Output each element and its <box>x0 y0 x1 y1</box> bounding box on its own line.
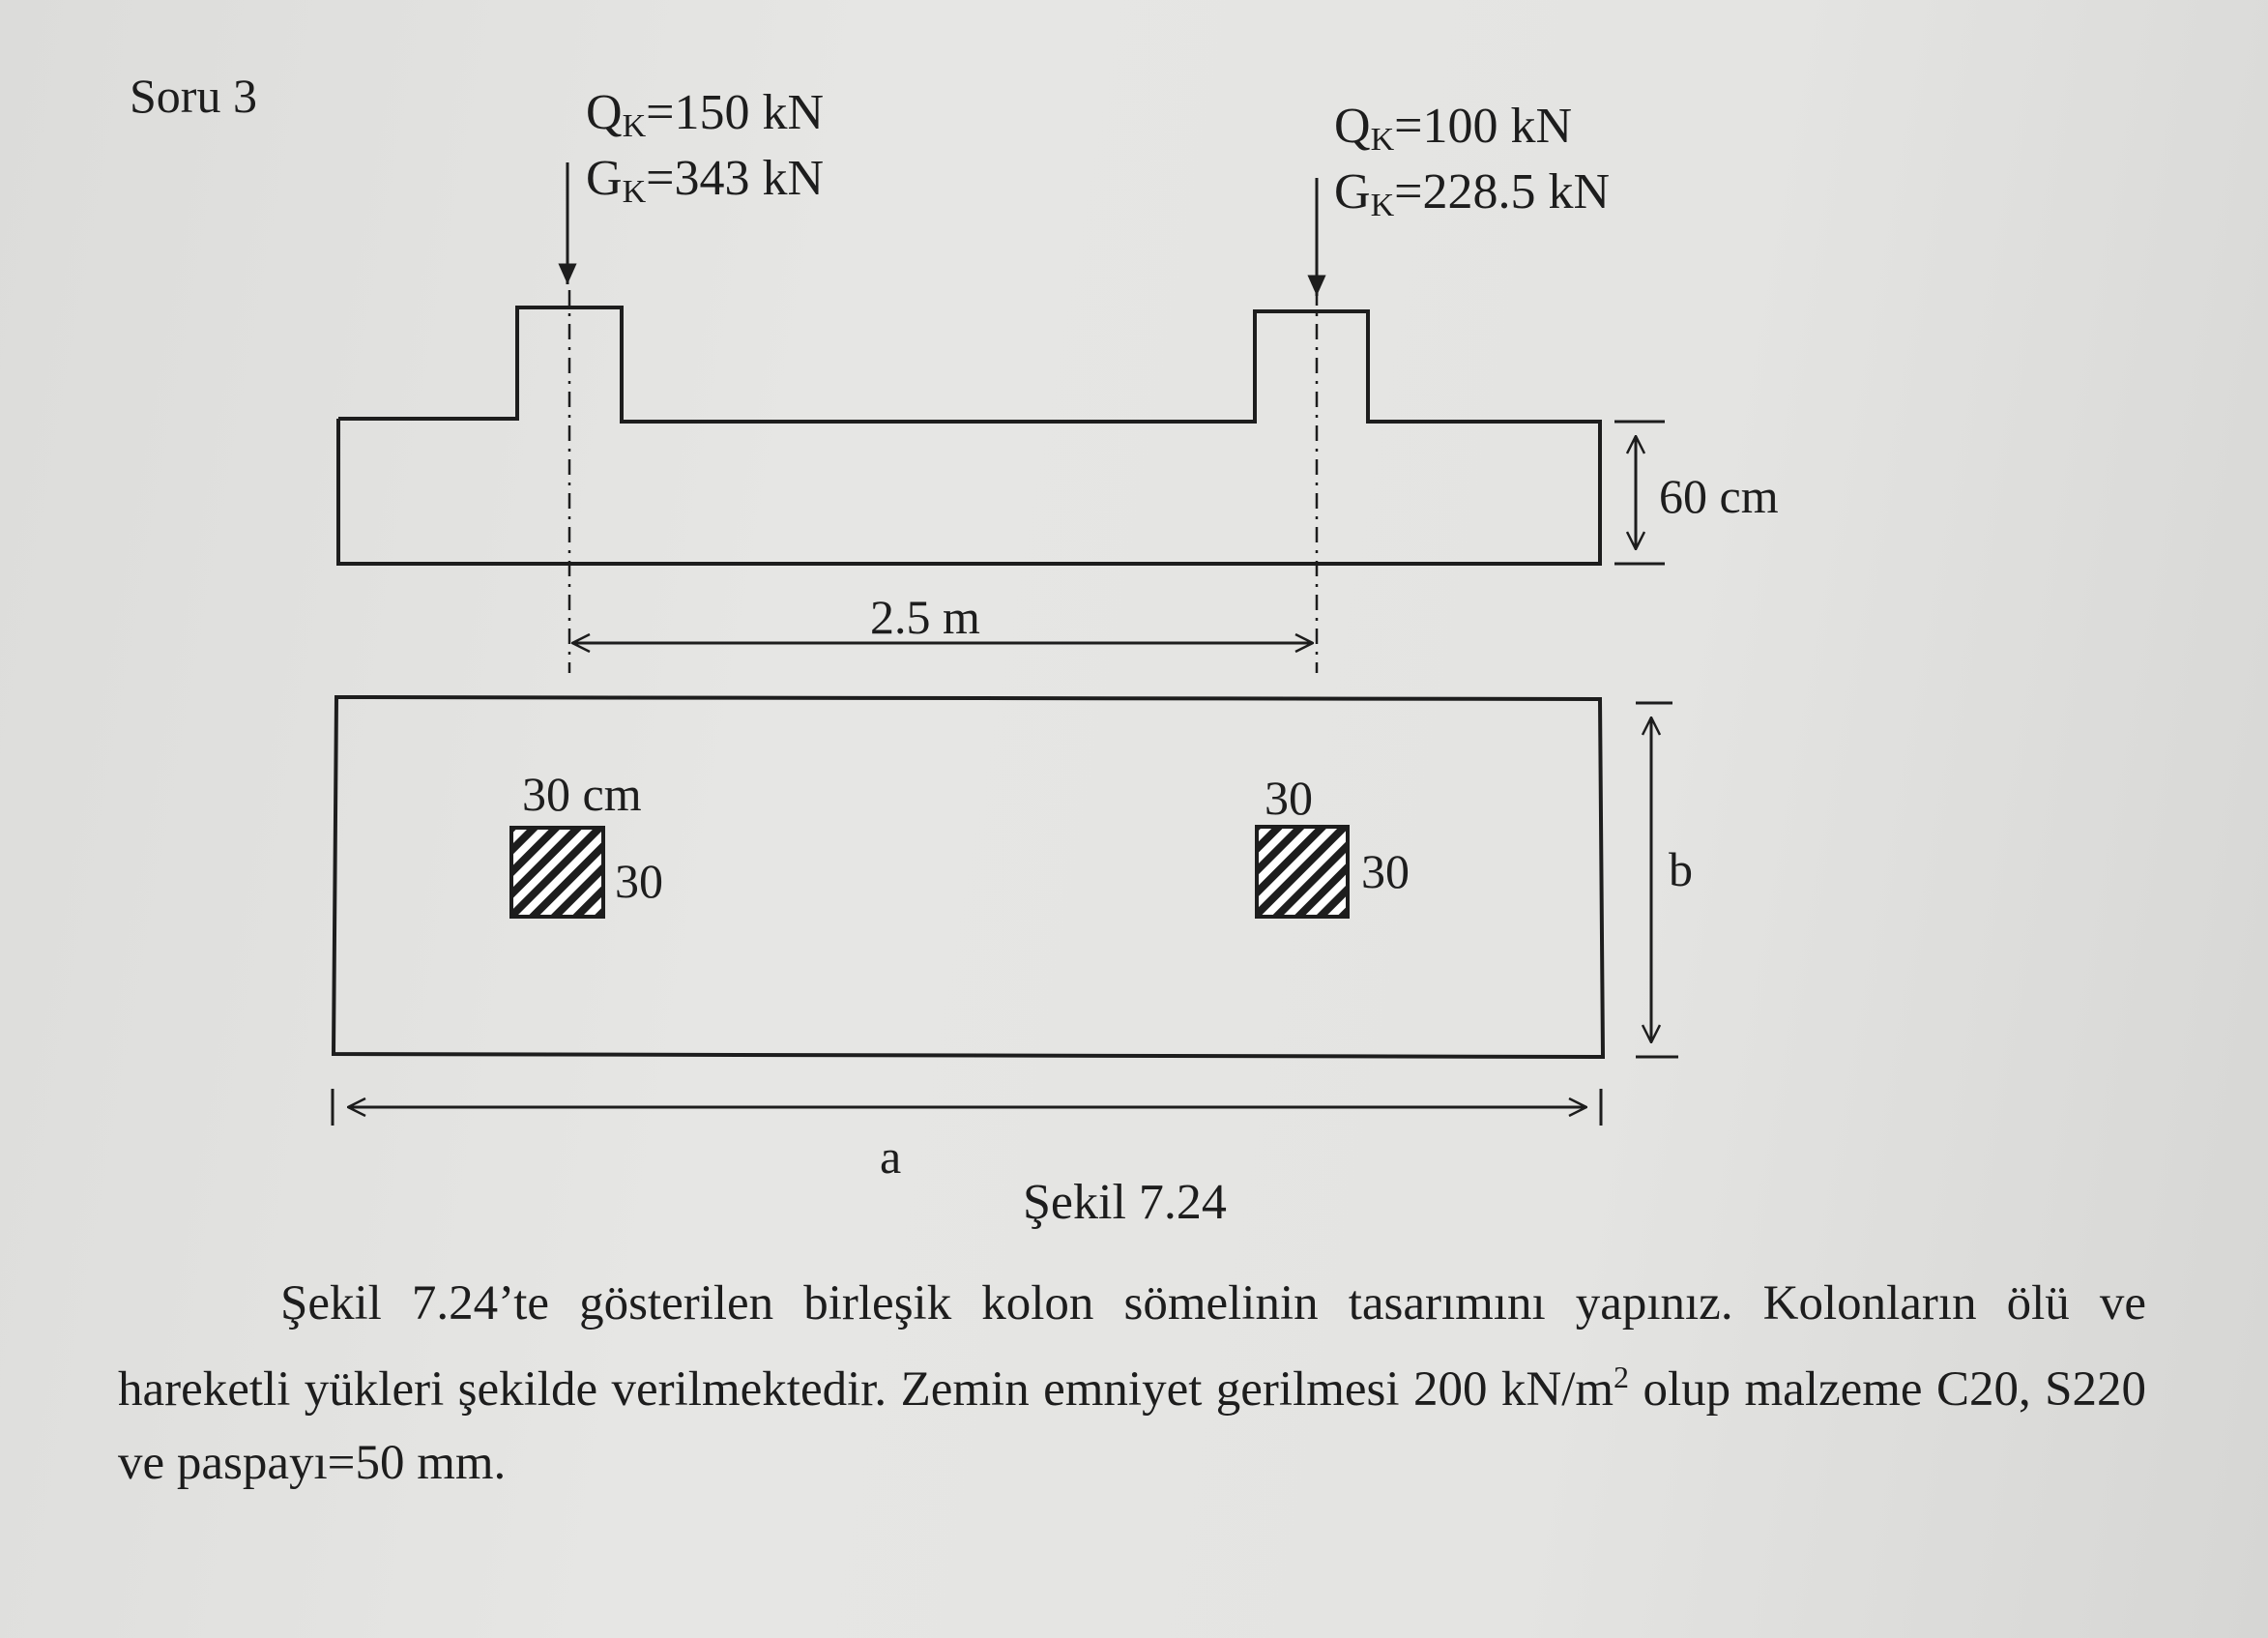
length-label: a <box>880 1129 902 1184</box>
right-column-width-label: 30 <box>1265 771 1313 825</box>
left-column-width-label: 30 cm <box>522 767 642 821</box>
spacing-label: 2.5 m <box>870 590 980 644</box>
right-live-load: QK=100 kN <box>1334 99 1573 158</box>
figure-caption: Şekil 7.24 <box>1023 1175 1227 1230</box>
left-dead-load: GK=343 kN <box>586 151 825 210</box>
right-column-depth-label: 30 <box>1361 844 1410 898</box>
question-text: Şekil 7.24’te gösterilen birleşik kolon sömelinin tasarımını yapınız. Kolonların ölü ve hareketli yükleri şekilde verilmektedir. Zemin emniyet gerilmesi 200 $kN/m^2$ olup malzeme C20, S220 ve paspayı=50 mm. <box>118 1276 2146 1490</box>
right-dead-load: GK=228.5 kN <box>1334 164 1611 223</box>
height-label: 60 cm <box>1659 469 1779 523</box>
left-column-section <box>511 828 603 917</box>
left-column-depth-label: 30 <box>615 854 663 908</box>
right-column-section <box>1257 827 1348 917</box>
footing-elevation <box>338 307 1600 564</box>
question-label: Soru 3 <box>130 69 257 123</box>
superscript: 2 <box>1614 1360 1630 1394</box>
width-label: b <box>1669 842 1693 896</box>
left-live-load: QK=150 kN <box>586 85 825 144</box>
